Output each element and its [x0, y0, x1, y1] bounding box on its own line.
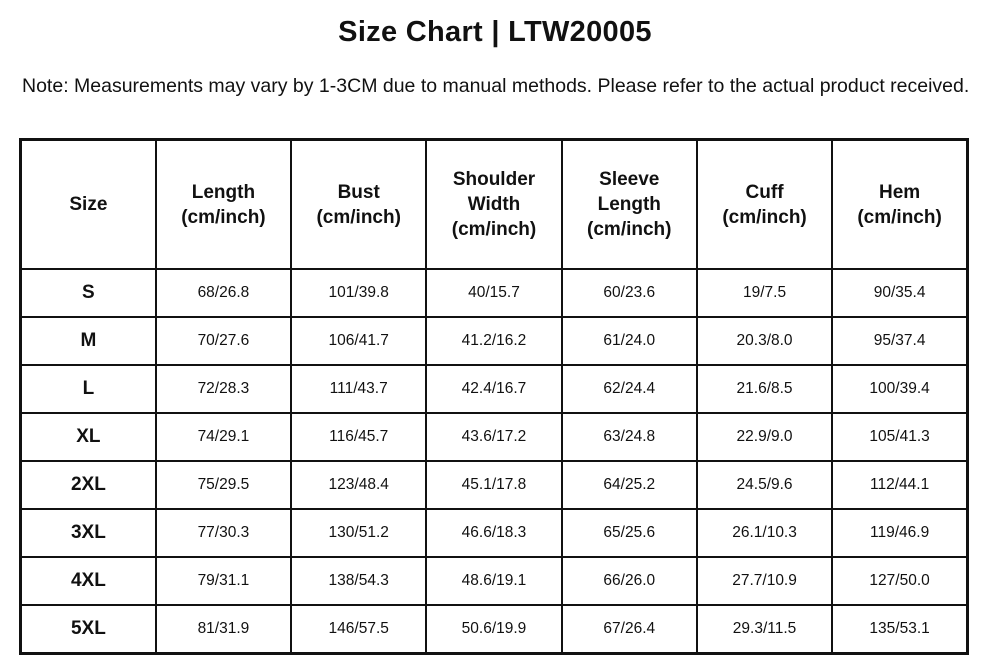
hem-cell: 112/44.1 [832, 461, 967, 509]
header-shoulder-line-2: Width [467, 194, 521, 215]
sleeve-length-cell: 65/25.6 [562, 509, 697, 557]
shoulder-width-cell: 48.6/19.1 [426, 557, 561, 605]
shoulder-width-cell: 50.6/19.9 [426, 605, 561, 654]
shoulder-width-cell: 45.1/17.8 [426, 461, 561, 509]
shoulder-width-cell: 46.6/18.3 [426, 509, 561, 557]
size-cell: 3XL [21, 509, 156, 557]
header-sleeve-length [562, 140, 697, 270]
bust-cell: 123/48.4 [291, 461, 426, 509]
table-row [21, 413, 968, 461]
size-cell: XL [21, 413, 156, 461]
table-row [21, 605, 968, 654]
length-cell: 77/30.3 [156, 509, 291, 557]
length-cell: 79/31.1 [156, 557, 291, 605]
sleeve-length-cell: 62/24.4 [562, 365, 697, 413]
bust-cell: 106/41.7 [291, 317, 426, 365]
length-cell: 68/26.8 [156, 269, 291, 317]
cuff-cell: 27.7/10.9 [697, 557, 832, 605]
hem-cell: 127/50.0 [832, 557, 967, 605]
header-bust [291, 140, 426, 270]
hem-cell: 105/41.3 [832, 413, 967, 461]
size-cell: L [21, 365, 156, 413]
table-row [21, 317, 968, 365]
header-shoulder-width [426, 140, 561, 270]
header-length-unit: (cm/inch) [181, 206, 266, 228]
cuff-cell: 22.9/9.0 [697, 413, 832, 461]
table-row [21, 365, 968, 413]
cuff-cell: 21.6/8.5 [697, 365, 832, 413]
bust-cell: 111/43.7 [291, 365, 426, 413]
size-cell: M [21, 317, 156, 365]
header-hem-unit: (cm/inch) [857, 206, 942, 228]
size-cell: 5XL [21, 605, 156, 654]
length-cell: 81/31.9 [156, 605, 291, 654]
hem-cell: 90/35.4 [832, 269, 967, 317]
header-length-line: Length [191, 181, 256, 203]
table-row [21, 509, 968, 557]
header-hem [832, 140, 967, 270]
size-chart-table [19, 138, 969, 655]
header-shoulder-unit: (cm/inch) [451, 219, 537, 240]
bust-cell: 116/45.7 [291, 413, 426, 461]
table-row [21, 461, 968, 509]
page-title: Size Chart | LTW20005 [338, 16, 652, 48]
header-bust-unit: (cm/inch) [316, 206, 401, 228]
shoulder-width-cell: 42.4/16.7 [426, 365, 561, 413]
header-sleeve-line: Sleeve [599, 169, 660, 190]
hem-cell: 119/46.9 [832, 509, 967, 557]
bust-cell: 130/51.2 [291, 509, 426, 557]
table-row [21, 557, 968, 605]
length-cell: 70/27.6 [156, 317, 291, 365]
cuff-cell: 26.1/10.3 [697, 509, 832, 557]
size-cell: 4XL [21, 557, 156, 605]
bust-cell: 138/54.3 [291, 557, 426, 605]
cuff-cell: 20.3/8.0 [697, 317, 832, 365]
sleeve-length-cell: 67/26.4 [562, 605, 697, 654]
header-size-line: Size [69, 194, 108, 215]
table-header-row [21, 140, 968, 270]
sleeve-length-cell: 66/26.0 [562, 557, 697, 605]
header-bust-line: Bust [337, 181, 380, 203]
shoulder-width-cell: 40/15.7 [426, 269, 561, 317]
header-hem-line: Hem [879, 181, 921, 203]
header-sleeve-line-2: Length [597, 194, 661, 215]
header-sleeve-unit: (cm/inch) [587, 219, 672, 240]
header-cuff [697, 140, 832, 270]
hem-cell: 100/39.4 [832, 365, 967, 413]
cuff-cell: 29.3/11.5 [697, 605, 832, 654]
shoulder-width-cell: 43.6/17.2 [426, 413, 561, 461]
sleeve-length-cell: 63/24.8 [562, 413, 697, 461]
size-cell: 2XL [21, 461, 156, 509]
cuff-cell: 24.5/9.6 [697, 461, 832, 509]
header-cuff-line: Cuff [745, 181, 784, 203]
header-length [156, 140, 291, 270]
cuff-cell: 19/7.5 [697, 269, 832, 317]
shoulder-width-cell: 41.2/16.2 [426, 317, 561, 365]
bust-cell: 101/39.8 [291, 269, 426, 317]
hem-cell: 95/37.4 [832, 317, 967, 365]
header-shoulder-line: Shoulder [452, 169, 536, 190]
size-cell: S [21, 269, 156, 317]
header-size [21, 140, 156, 270]
measurement-note: Note: Measurements may vary by 1-3CM due to manual methods. Please refer to the actual product received. [22, 75, 970, 97]
length-cell: 75/29.5 [156, 461, 291, 509]
bust-cell: 146/57.5 [291, 605, 426, 654]
sleeve-length-cell: 64/25.2 [562, 461, 697, 509]
table-row [21, 269, 968, 317]
length-cell: 72/28.3 [156, 365, 291, 413]
sleeve-length-cell: 60/23.6 [562, 269, 697, 317]
hem-cell: 135/53.1 [832, 605, 967, 654]
header-cuff-unit: (cm/inch) [722, 206, 807, 228]
length-cell: 74/29.1 [156, 413, 291, 461]
sleeve-length-cell: 61/24.0 [562, 317, 697, 365]
